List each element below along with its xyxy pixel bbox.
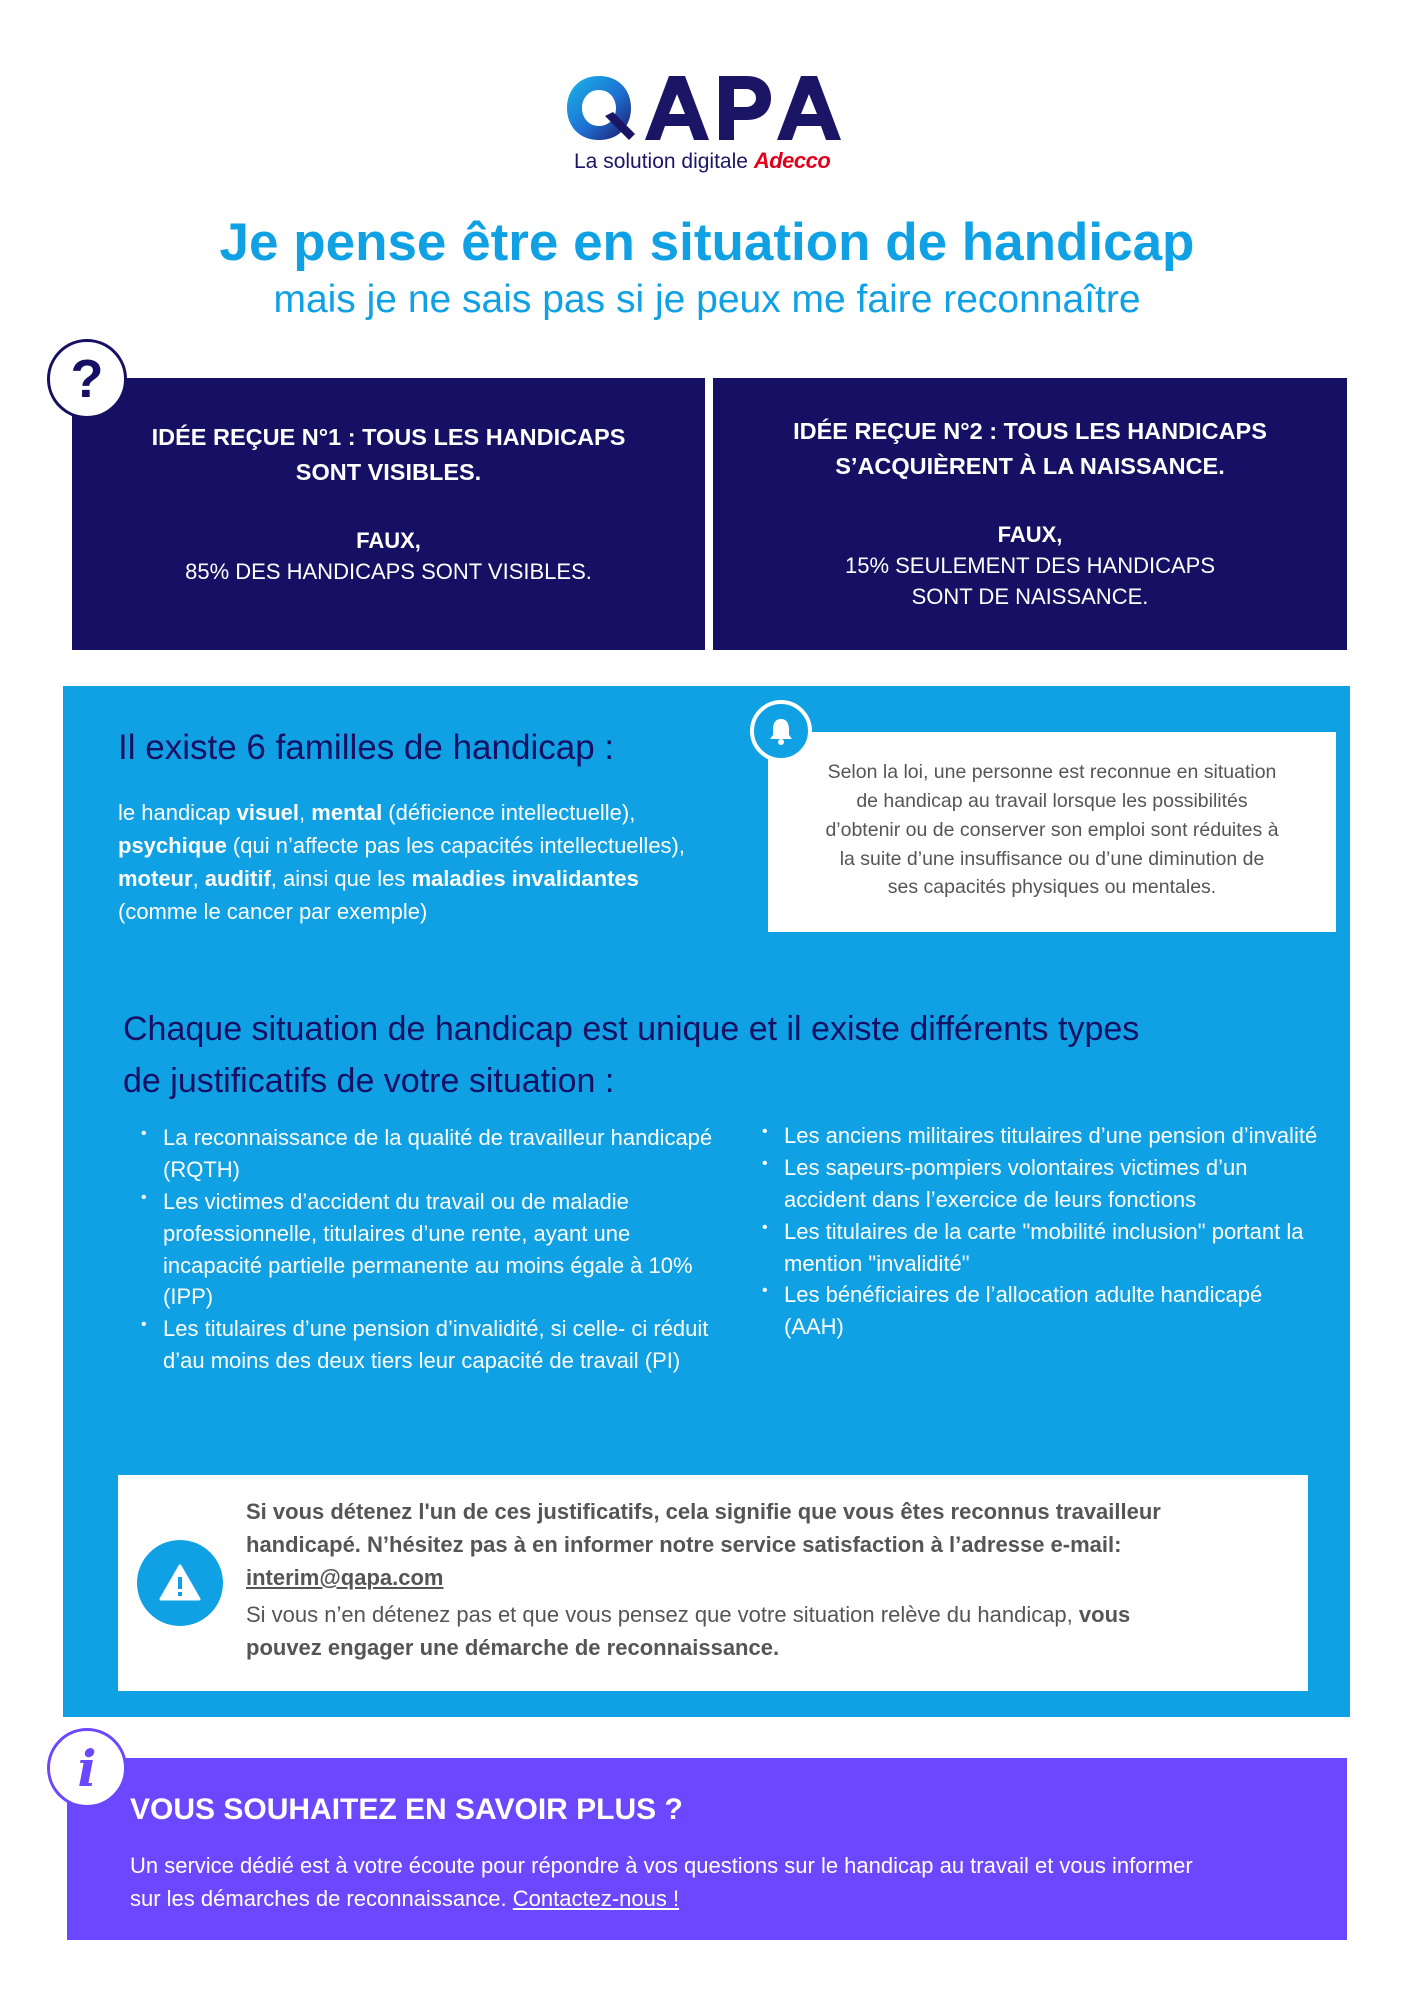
bell-icon [750,700,812,762]
bell-glyph [766,716,796,746]
list-item: • Les anciens militaires titulaires d’une pension d’invalité [758,1120,1328,1152]
qapa-logo [563,72,853,182]
myth-verdict: FAUX, [997,521,1063,547]
justifications-title: Chaque situation de handicap est unique et il existe différents types de justificatifs de votre situation : [123,1010,1140,1100]
families-text: le handicap visuel, mental (déficience intellectuelle), psychique (qui n’affecte pas les capacités intellectuelles), moteur, auditif, ainsi que les maladies invalidantes (comme le cancer par exemple) [118,800,685,924]
contact-us-link[interactable]: Contactez-nous ! [512,1886,680,1911]
note-plain-text: Si vous n’en détenez pas et que vous pensez que votre situation relève du handicap, vous pouvez engager une démarche de reconnaissance. [246,1602,1131,1660]
warning-glyph [158,1563,202,1603]
list-item: • Les titulaires de la carte "mobilité inclusion" portant la mention "invalidité" [758,1216,1328,1280]
myth-card-1 [72,378,705,650]
contact-text: Un service dédié est à votre écoute pour répondre à vos questions sur le handicap au travail et vous informer sur les démarches de reconnaissance. Contactez-nous ! [130,1853,1193,1911]
list-item: • Les titulaires d’une pension d’invalidité, si celle- ci réduit d’au moins des deux tiers leur capacité de travail (PI) [137,1313,727,1377]
myth-verdict: FAUX, [356,527,421,553]
list-item: • Les bénéficiaires de l’allocation adulte handicapé (AAH) [758,1279,1328,1343]
list-item: • Les sapeurs-pompiers volontaires victimes d’un accident dans l’exercice de leurs fonctions [758,1152,1328,1216]
warning-icon [137,1540,223,1626]
email-link[interactable]: interim@qapa.com [246,1565,444,1590]
info-icon: i [47,1728,127,1808]
list-item: • La reconnaissance de la qualité de travailleur handicapé (RQTH) [137,1122,727,1186]
law-definition-box: Selon la loi, une personne est reconnue en situation de handicap au travail lorsque les possibilités d’obtenir ou de conserver son emploi sont réduites à la suite d’une insuffisance ou d’une diminution de ses capacités physiques ou mentales. [768,732,1336,932]
qapa-wordmark [563,72,853,144]
adecco-logo: Adecco [753,148,831,173]
note-bold-text: Si vous détenez l'un de ces justificatifs, cela signifie que vous êtes reconnus travailleur handicapé. N’hésitez pas à en informer notre service satisfaction à l’adresse e-mail: interim@qapa.com [246,1499,1161,1590]
page-subtitle: mais je ne sais pas si je peux me faire reconnaître [273,278,1141,321]
question-mark-icon: ? [47,339,127,419]
logo-tagline [574,148,830,174]
contact-title: VOUS SOUHAITEZ EN SAVOIR PLUS ? [130,1793,683,1826]
list-item: • Les victimes d’accident du travail ou de maladie professionnelle, titulaires d’une rente, ayant une incapacité partielle permanente au moins égale à 10% (IPP) [137,1186,727,1314]
page-title: Je pense être en situation de handicap [219,213,1195,272]
myth-heading: IDÉE REÇUE N°2 : TOUS LES HANDICAPS S’ACQUIÈRENT À LA NAISSANCE. [793,418,1267,480]
tagline-text: La solution digitale [574,150,748,173]
myth-card-2 [713,378,1347,650]
justifications-list-right [758,1120,1328,1343]
myth-fact: 85% DES HANDICAPS SONT VISIBLES. [185,558,592,584]
myth-heading: IDÉE REÇUE N°1 : TOUS LES HANDICAPS SONT VISIBLES. [151,424,626,486]
justifications-list-left [137,1122,727,1377]
families-title: Il existe 6 familles de handicap : [118,728,615,767]
myth-fact: 15% SEULEMENT DES HANDICAPS SONT DE NAISSANCE. [844,552,1216,609]
